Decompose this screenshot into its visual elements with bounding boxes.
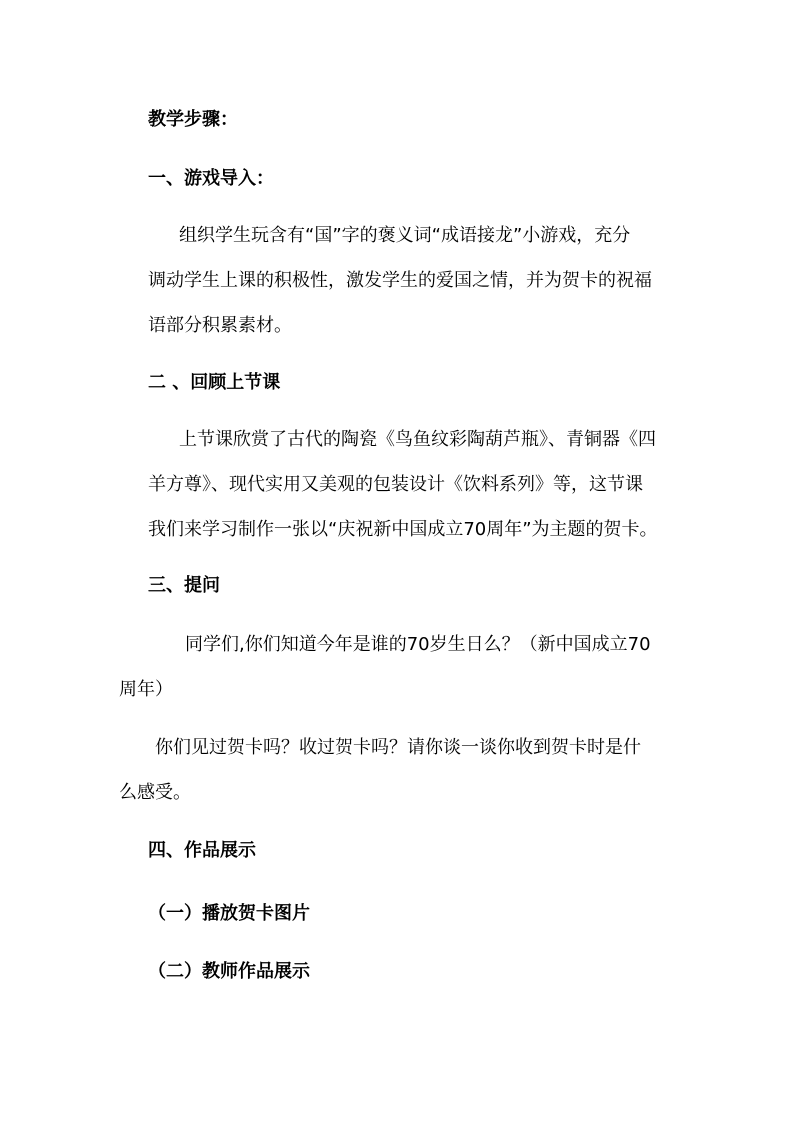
- paragraph-line: 语部分积累素材。: [148, 315, 292, 336]
- paragraph-line: 羊方尊》、现代实用又美观的包装设计《饮料系列》等，这节课: [148, 474, 643, 495]
- paragraph-line: 么感受。: [119, 782, 191, 803]
- page-title: 教学步骤：: [148, 109, 238, 130]
- subheading-1: （一）播放贺卡图片: [148, 903, 310, 924]
- section-heading-2: 二 、回顾上节课: [148, 372, 281, 393]
- section-heading-1: 一、游戏导入：: [148, 168, 274, 189]
- section-heading-4: 四、作品展示: [148, 840, 256, 861]
- paragraph-line: 我们来学习制作一张以“庆祝新中国成立70周年”为主题的贺卡。: [148, 519, 658, 540]
- paragraph-line: 同学们,你们知道今年是谁的70岁生日么？（新中国成立70: [185, 634, 651, 655]
- section-heading-3: 三、提问: [148, 575, 220, 596]
- paragraph-line: 上节课欣赏了古代的陶瓷《鸟鱼纹彩陶葫芦瓶》、青铜器《四: [179, 429, 656, 450]
- paragraph-line: 调动学生上课的积极性，激发学生的爱国之情，并为贺卡的祝福: [148, 270, 652, 291]
- paragraph-line: 你们见过贺卡吗？收过贺卡吗？请你谈一谈你收到贺卡时是什: [155, 737, 641, 758]
- subheading-2: （二）教师作品展示: [148, 961, 310, 982]
- paragraph-line: 周年）: [119, 679, 173, 700]
- paragraph-line: 组织学生玩含有“国”字的褒义词“成语接龙”小游戏，充分: [179, 225, 631, 246]
